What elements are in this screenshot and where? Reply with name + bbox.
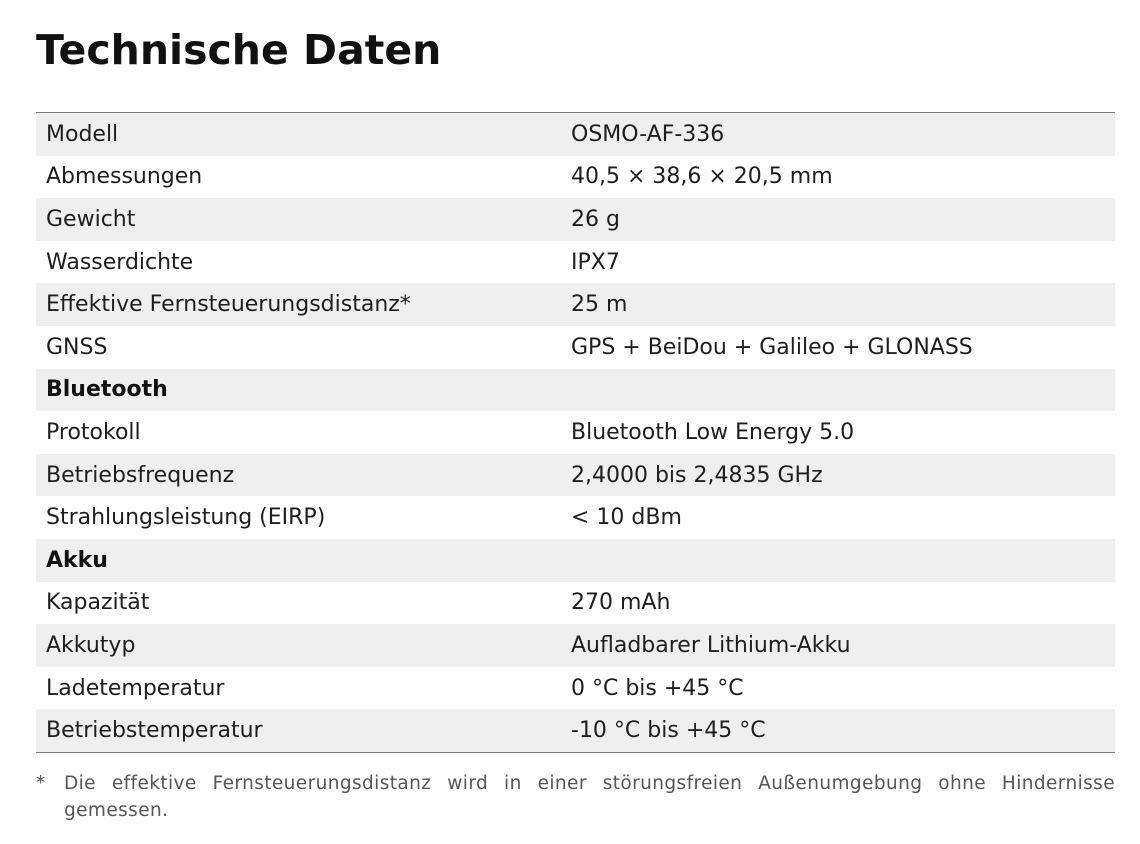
section-header-row	[36, 539, 1115, 582]
row-value: Aufladbarer Lithium-Akku	[561, 624, 1115, 667]
row-value: -10 °C bis +45 °C	[561, 709, 1115, 752]
footnote-marker: *	[36, 773, 46, 794]
row-value: GPS + BeiDou + Galileo + GLONASS	[561, 326, 1115, 369]
table-row	[36, 156, 1115, 199]
row-label: Strahlungsleistung (EIRP)	[36, 496, 561, 539]
table-row	[36, 326, 1115, 369]
row-value: 40,5 × 38,6 × 20,5 mm	[561, 156, 1115, 199]
table-row	[36, 624, 1115, 667]
row-label: Betriebsfrequenz	[36, 454, 561, 497]
spec-table	[36, 112, 1115, 753]
table-row	[36, 454, 1115, 497]
row-label: Wasserdichte	[36, 241, 561, 284]
row-label: Protokoll	[36, 411, 561, 454]
table-row	[36, 411, 1115, 454]
footnote-text: Die effektive Fernsteuerungsdistanz wird in einer störungsfreien Außenumgebung ohne Hindernisse gemessen.	[64, 773, 1115, 821]
row-value: 0 °C bis +45 °C	[561, 667, 1115, 710]
row-label: Akkutyp	[36, 624, 561, 667]
row-value: 26 g	[561, 198, 1115, 241]
row-value: OSMO-AF-336	[561, 113, 1115, 156]
table-row	[36, 198, 1115, 241]
table-row	[36, 241, 1115, 284]
row-value: 2,4000 bis 2,4835 GHz	[561, 454, 1115, 497]
table-row	[36, 496, 1115, 539]
row-value: < 10 dBm	[561, 496, 1115, 539]
row-label: Modell	[36, 113, 561, 156]
table-row	[36, 283, 1115, 326]
row-label: Kapazität	[36, 582, 561, 625]
row-value: 270 mAh	[561, 582, 1115, 625]
table-row	[36, 582, 1115, 625]
section-title-akku: Akku	[36, 539, 561, 582]
row-label: Ladetemperatur	[36, 667, 561, 710]
row-value: Bluetooth Low Energy 5.0	[561, 411, 1115, 454]
table-row	[36, 667, 1115, 710]
row-label: GNSS	[36, 326, 561, 369]
footnote	[36, 770, 1115, 824]
row-value	[561, 539, 1115, 582]
row-label: Abmessungen	[36, 156, 561, 199]
table-row	[36, 113, 1115, 156]
table-row	[36, 709, 1115, 752]
row-value: 25 m	[561, 283, 1115, 326]
row-value	[561, 369, 1115, 412]
row-value: IPX7	[561, 241, 1115, 284]
row-label: Betriebstemperatur	[36, 709, 561, 752]
row-label: Effektive Fernsteuerungsdistanz*	[36, 283, 561, 326]
section-title-bluetooth: Bluetooth	[36, 369, 561, 412]
page-title: Technische Daten	[36, 26, 442, 74]
section-header-row	[36, 369, 1115, 412]
row-label: Gewicht	[36, 198, 561, 241]
